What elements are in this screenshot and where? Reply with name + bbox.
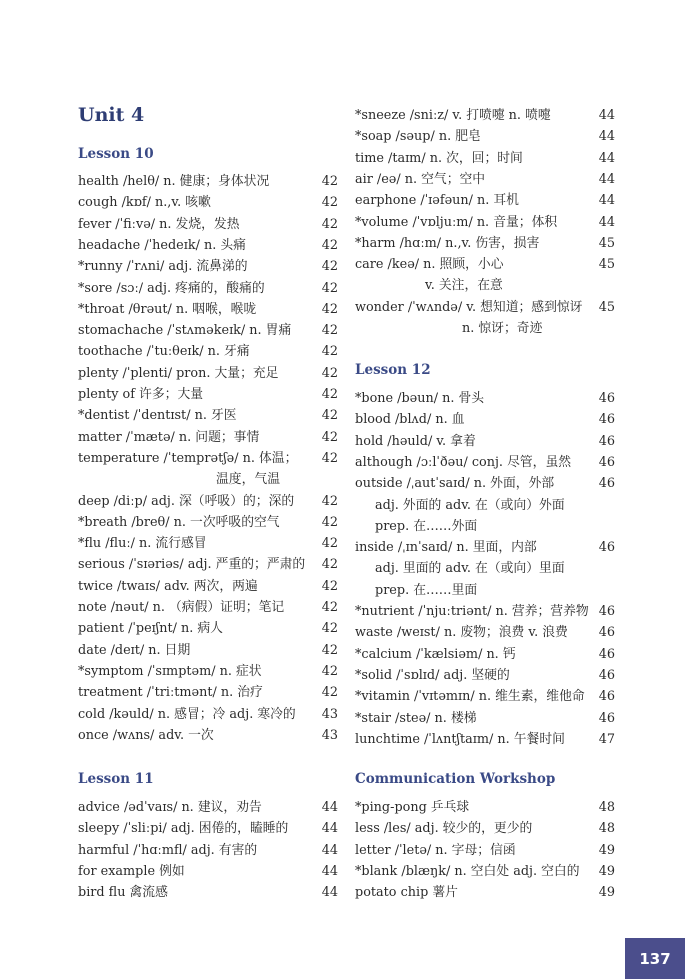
lesson-10-entry: cold /kəuld/ n. 感冒；冷 adj. 寒冷的: [78, 706, 296, 722]
lesson-12-page-ref: 46: [598, 689, 615, 705]
lesson-12-page-ref: 46: [598, 433, 615, 449]
lesson-12-entry: lunchtime /ˈlʌntʃtaɪm/ n. 午餐时间: [355, 731, 565, 747]
workshop-page-ref: 48: [598, 821, 615, 837]
lesson-12-page-ref: 46: [598, 625, 615, 641]
lesson-10-page-ref: 42: [321, 514, 338, 530]
lesson-10-page-ref: 42: [321, 663, 338, 679]
lesson-12-page-ref: 46: [598, 646, 615, 662]
lesson-11-cont-entry: *volume /ˈvɒljuːm/ n. 音量；体积: [355, 214, 558, 230]
lesson-10-page-ref: 42: [321, 429, 338, 445]
lesson-12-entry: blood /blʌd/ n. 血: [355, 412, 465, 428]
workshop-page-ref: 49: [598, 863, 615, 879]
lesson-11-entry: advice /ədˈvaɪs/ n. 建议，劝告: [78, 800, 262, 815]
lesson-10-page-ref: 42: [321, 174, 338, 189]
lesson-10-page-ref: 42: [321, 578, 338, 594]
lesson-12-entry: *stair /steə/ n. 楼梯: [355, 710, 477, 726]
workshop-page-ref: 49: [598, 842, 615, 858]
lesson-12-entry: hold /həuld/ v. 拿着: [355, 433, 476, 449]
lesson-10-entry: toothache /ˈtuːθeɪk/ n. 牙痛: [78, 344, 250, 360]
lesson-12-page-ref: 46: [598, 391, 615, 406]
lesson-10-page-ref: 42: [321, 557, 338, 573]
lesson-12-page-ref: 46: [598, 476, 615, 492]
workshop-entry: letter /ˈletə/ n. 字母；信函: [355, 842, 516, 858]
lesson-11-cont-page-ref: 45: [598, 257, 615, 273]
lesson-10-entry: serious /ˈsɪəriəs/ adj. 严重的；严肃的: [78, 557, 306, 573]
lesson-10-entry: *runny /ˈrʌni/ adj. 流鼻涕的: [78, 259, 248, 275]
lesson-11-entry: for example 例如: [78, 863, 185, 879]
lesson-11-heading: Lesson 11: [78, 771, 154, 787]
lesson-10-page-ref: 42: [321, 237, 338, 253]
workshop-entry: *ping-pong 乒乓球: [355, 800, 470, 815]
lesson-11-entry: harmful /ˈhɑːmfl/ adj. 有害的: [78, 842, 258, 858]
lesson-10-page-ref: 42: [321, 280, 338, 296]
lesson-11-page-ref: 44: [321, 842, 338, 858]
lesson-10-page-ref: 42: [321, 600, 338, 615]
page-number-badge: 137: [625, 938, 685, 979]
lesson-12-entry: waste /weɪst/ n. 废物；浪费 v. 浪费: [355, 625, 568, 641]
workshop-entry: *blank /blæŋk/ n. 空白处 adj. 空白的: [355, 863, 580, 879]
lesson-11-page-ref: 44: [321, 800, 338, 815]
lesson-12-entry: *calcium /ˈkælsiəm/ n. 钙: [355, 646, 516, 662]
lesson-10-heading: Lesson 10: [78, 146, 154, 162]
lesson-10-page-ref: 42: [321, 259, 338, 275]
lesson-11-cont-entry: care /keə/ n. 照顾，小心: [355, 257, 504, 273]
lesson-10-entry: treatment /ˈtriːtmənt/ n. 治疗: [78, 685, 263, 701]
lesson-10-entry: *symptom /ˈsɪmptəm/ n. 症状: [78, 663, 262, 679]
lesson-11-cont-entry: *sneeze /sniːz/ v. 打喷嚏 n. 喷嚏: [355, 108, 551, 123]
lesson-11-page-ref: 44: [321, 863, 338, 879]
lesson-12-entry-continuation: adj. 里面的 adv. 在（或向）里面: [375, 561, 565, 577]
lesson-10-entry: temperature /ˈtemprətʃə/ n. 体温；: [78, 450, 298, 466]
communication-workshop-heading: Communication Workshop: [355, 771, 556, 787]
lesson-10-entry: patient /ˈpeɪʃnt/ n. 病人: [78, 621, 223, 637]
lesson-12-heading: Lesson 12: [355, 362, 431, 378]
lesson-10-page-ref: 42: [321, 195, 338, 211]
lesson-10-entry: note /nəut/ n. （病假）证明；笔记: [78, 600, 285, 615]
lesson-10-page-ref: 43: [321, 706, 338, 722]
lesson-10-page-ref: 42: [321, 642, 338, 658]
lesson-11-cont-page-ref: 44: [598, 193, 615, 209]
workshop-page-ref: 49: [598, 885, 615, 901]
lesson-11-cont-page-ref: 44: [598, 129, 615, 145]
lesson-10-page-ref: 42: [321, 216, 338, 232]
lesson-10-page-ref: 42: [321, 323, 338, 339]
lesson-11-cont-page-ref: 44: [598, 214, 615, 230]
lesson-11-cont-page-ref: 44: [598, 171, 615, 187]
lesson-11-cont-entry: air /eə/ n. 空气；空中: [355, 171, 486, 187]
lesson-11-entry: bird flu 禽流感: [78, 885, 168, 901]
lesson-11-cont-page-ref: 44: [598, 150, 615, 166]
lesson-11-cont-entry: *harm /hɑːm/ n.,v. 伤害，损害: [355, 235, 540, 251]
lesson-11-cont-page-ref: 45: [598, 299, 615, 315]
lesson-12-page-ref: 46: [598, 604, 615, 619]
lesson-12-entry-continuation: prep. 在……外面: [375, 518, 478, 534]
lesson-10-page-ref: 43: [321, 727, 338, 743]
lesson-12-entry: inside /ˌɪnˈsaɪd/ n. 里面，内部: [355, 540, 537, 556]
lesson-11-cont-page-ref: 45: [598, 235, 615, 251]
lesson-11-cont-entry-continuation: v. 关注，在意: [425, 278, 503, 294]
lesson-10-entry: matter /ˈmætə/ n. 问题；事情: [78, 429, 260, 445]
lesson-12-page-ref: 46: [598, 710, 615, 726]
lesson-10-page-ref: 42: [321, 344, 338, 360]
lesson-10-page-ref: 42: [321, 536, 338, 552]
lesson-12-entry: although /ɔːlˈðəu/ conj. 尽管，虽然: [355, 454, 572, 470]
lesson-10-entry: fever /ˈfiːvə/ n. 发烧，发热: [78, 216, 240, 232]
lesson-10-page-ref: 42: [321, 301, 338, 317]
lesson-11-page-ref: 44: [321, 821, 338, 837]
lesson-10-entry: *breath /breθ/ n. 一次呼吸的空气: [78, 514, 280, 530]
lesson-11-cont-entry: *soap /səup/ n. 肥皂: [355, 129, 481, 145]
lesson-10-entry: once /wʌns/ adv. 一次: [78, 727, 214, 743]
lesson-12-entry-continuation: prep. 在……里面: [375, 582, 478, 598]
lesson-10-entry: twice /twaɪs/ adv. 两次，两遍: [78, 578, 258, 594]
lesson-10-page-ref: 42: [321, 450, 338, 466]
lesson-10-entry: cough /kɒf/ n.,v. 咳嗽: [78, 195, 211, 211]
lesson-10-entry: *sore /sɔː/ adj. 疼痛的，酸痛的: [78, 280, 265, 296]
unit-title: Unit 4: [78, 104, 145, 126]
lesson-10-entry: health /helθ/ n. 健康；身体状况: [78, 174, 270, 189]
lesson-10-page-ref: 42: [321, 493, 338, 509]
lesson-12-entry: *vitamin /ˈvɪtəmɪn/ n. 维生素，维他命: [355, 689, 585, 705]
lesson-12-page-ref: 46: [598, 540, 615, 556]
lesson-11-cont-entry: earphone /ˈɪəfəun/ n. 耳机: [355, 193, 519, 209]
lesson-11-entry: sleepy /ˈsliːpi/ adj. 困倦的，瞌睡的: [78, 821, 289, 837]
lesson-12-entry: *solid /ˈsɒlɪd/ adj. 坚硬的: [355, 667, 510, 683]
lesson-12-page-ref: 46: [598, 412, 615, 428]
lesson-10-page-ref: 42: [321, 365, 338, 381]
lesson-11-cont-entry: time /taɪm/ n. 次，回；时间: [355, 150, 523, 166]
workshop-entry: less /les/ adj. 较少的，更少的: [355, 821, 533, 837]
lesson-10-entry: date /deɪt/ n. 日期: [78, 642, 191, 658]
lesson-10-entry: *throat /θrəut/ n. 咽喉，喉咙: [78, 301, 257, 317]
lesson-11-cont-entry: wonder /ˈwʌndə/ v. 想知道；感到惊讶: [355, 299, 583, 315]
lesson-11-cont-page-ref: 44: [598, 108, 615, 123]
lesson-12-entry-continuation: adj. 外面的 adv. 在（或向）外面: [375, 497, 565, 513]
lesson-10-entry: headache /ˈhedeɪk/ n. 头痛: [78, 237, 246, 253]
lesson-10-page-ref: 42: [321, 621, 338, 637]
lesson-10-entry-continuation: 温度，气温: [216, 472, 280, 488]
workshop-entry: potato chip 薯片: [355, 885, 458, 901]
lesson-10-page-ref: 42: [321, 387, 338, 402]
lesson-12-page-ref: 47: [598, 731, 615, 747]
lesson-12-entry: *nutrient /ˈnjuːtriənt/ n. 营养；营养物: [355, 604, 589, 619]
lesson-10-entry: deep /diːp/ adj. 深（呼吸）的；深的: [78, 493, 295, 509]
lesson-12-entry: outside /ˌautˈsaɪd/ n. 外面，外部: [355, 476, 555, 492]
lesson-10-entry: *flu /fluː/ n. 流行感冒: [78, 536, 207, 552]
lesson-12-entry: *bone /bəun/ n. 骨头: [355, 391, 485, 406]
lesson-10-page-ref: 42: [321, 685, 338, 701]
lesson-10-entry: stomachache /ˈstʌməkeɪk/ n. 胃痛: [78, 323, 292, 339]
lesson-10-entry: plenty /ˈplenti/ pron. 大量；充足: [78, 365, 279, 381]
lesson-11-cont-entry-continuation: n. 惊讶；奇迹: [462, 321, 543, 336]
lesson-10-entry: plenty of 许多；大量: [78, 387, 204, 402]
lesson-10-page-ref: 42: [321, 408, 338, 424]
workshop-page-ref: 48: [598, 800, 615, 815]
lesson-12-page-ref: 46: [598, 667, 615, 683]
lesson-12-page-ref: 46: [598, 454, 615, 470]
lesson-10-entry: *dentist /ˈdentɪst/ n. 牙医: [78, 408, 237, 424]
lesson-11-page-ref: 44: [321, 885, 338, 901]
